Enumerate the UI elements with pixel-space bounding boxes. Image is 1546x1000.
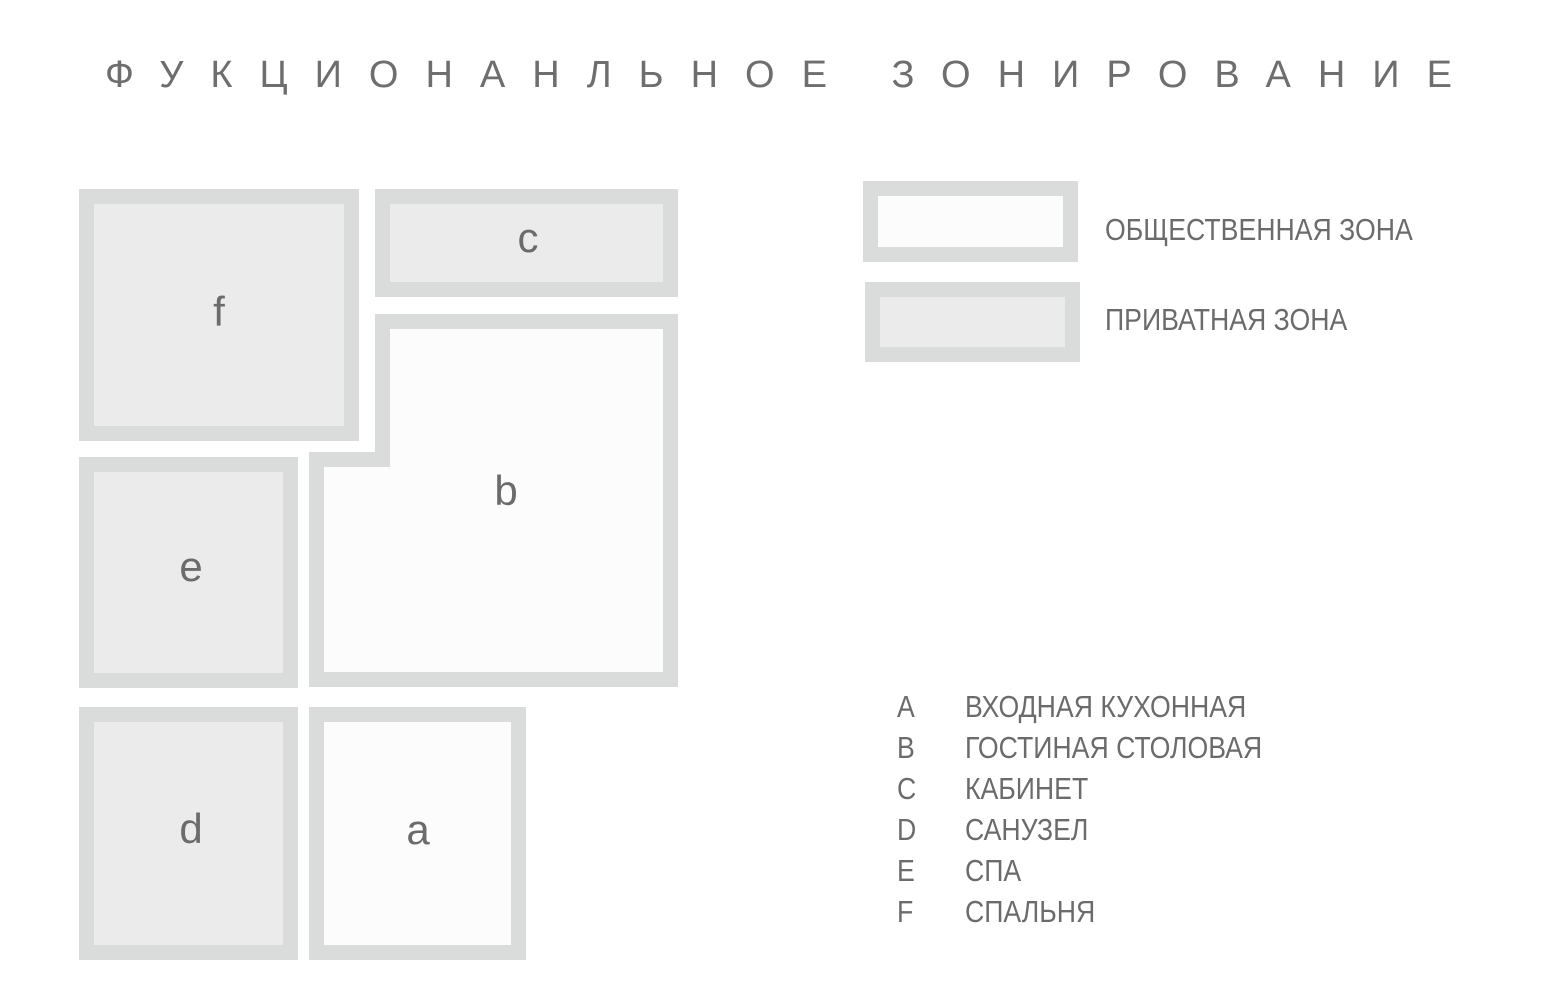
zone-d-label: d [179, 805, 203, 852]
page-title: ФУКЦИОНАНЛЬНОЕ ЗОНИРОВАНИЕ [105, 54, 1479, 96]
zone-c-label: c [517, 214, 539, 261]
zone-key-list [897, 686, 1322, 932]
key-letter: F [897, 894, 914, 929]
zone-e-label: e [179, 543, 203, 590]
key-name: ГОСТИНАЯ СТОЛОВАЯ [964, 730, 1263, 765]
legend-public-label: ОБЩЕСТВЕННАЯ ЗОНА [1105, 212, 1413, 247]
zone-a-label: a [406, 806, 430, 853]
key-letter: C [897, 771, 917, 806]
key-row-b [897, 727, 1262, 768]
key-name: СПАЛЬНЯ [964, 894, 1096, 929]
key-row-f [897, 891, 1262, 932]
key-name: КАБИНЕТ [964, 771, 1089, 806]
key-row-e [897, 850, 1262, 891]
zone-b-label: b [494, 467, 518, 514]
key-name: СПА [964, 853, 1022, 888]
key-name: ВХОДНАЯ КУХОННАЯ [964, 689, 1247, 724]
key-row-a [897, 686, 1262, 727]
legend-private-label: ПРИВАТНАЯ ЗОНА [1105, 302, 1348, 337]
legend-private-swatch [865, 282, 1080, 362]
key-row-d [897, 809, 1262, 850]
key-name: САНУЗЕЛ [964, 812, 1089, 847]
key-letter: D [897, 812, 917, 847]
zone-f-label: f [213, 288, 225, 335]
key-letter: B [897, 730, 915, 765]
legend-public-swatch [863, 181, 1078, 262]
key-letter: A [897, 689, 915, 724]
key-row-c [897, 768, 1262, 809]
key-letter: E [897, 853, 915, 888]
